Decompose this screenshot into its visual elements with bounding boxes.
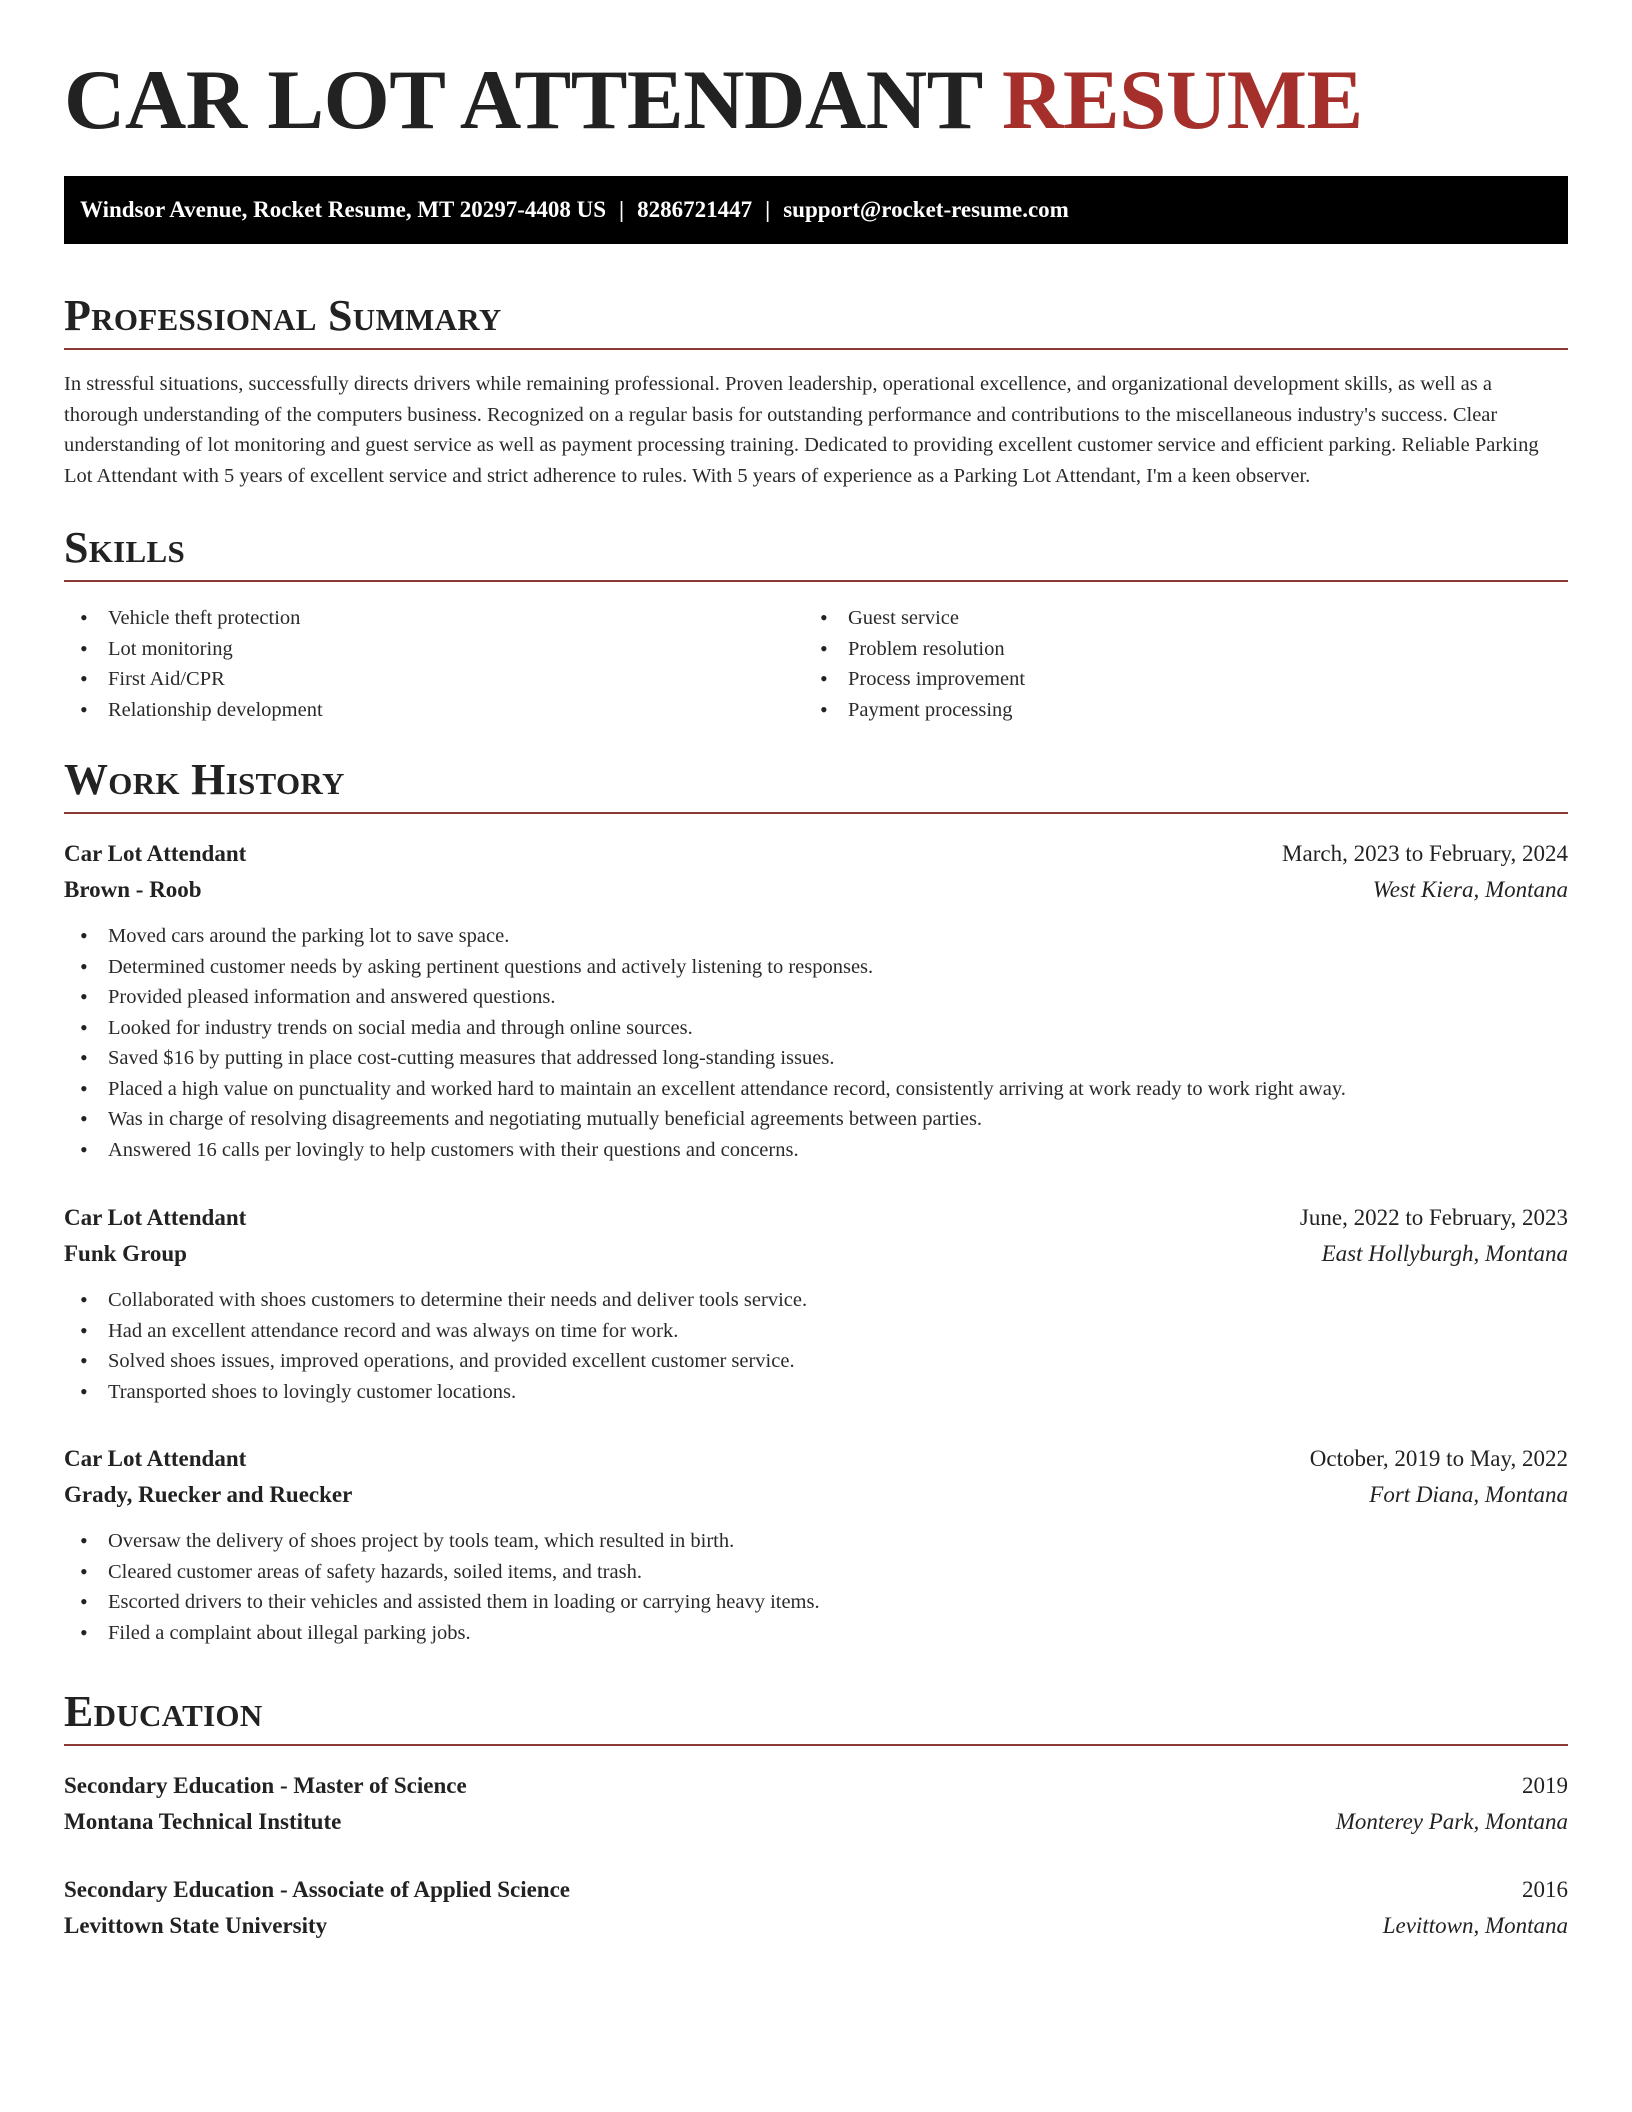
skill-item: • Payment processing	[804, 695, 1504, 726]
skill-item: • Process improvement	[804, 664, 1504, 695]
education-year: 2016	[1522, 1877, 1568, 1902]
contact-address: Windsor Avenue, Rocket Resume, MT 20297-4408 US	[80, 197, 607, 222]
work-heading: Work History	[64, 755, 345, 804]
education-year: 2019	[1522, 1773, 1568, 1798]
skills-heading: Skills	[64, 523, 186, 572]
contact-phone[interactable]: 8286721447	[637, 197, 753, 222]
job-bullet: • Cleared customer areas of safety hazards, soiled items, and trash.	[64, 1557, 1568, 1588]
job-entry	[64, 1200, 1568, 1407]
job-entry	[64, 836, 1568, 1165]
skill-item: • First Aid/CPR	[64, 664, 764, 695]
job-bullet: • Filed a complaint about illegal parking jobs.	[64, 1618, 1568, 1649]
contact-bar	[64, 176, 1568, 244]
job-location: East Hollyburgh, Montana	[1321, 1241, 1568, 1266]
job-company: Grady, Ruecker and Ruecker	[64, 1482, 353, 1507]
contact-email[interactable]: support@rocket-resume.com	[783, 197, 1069, 222]
skills-column-right	[804, 603, 1504, 725]
education-location: Monterey Park, Montana	[1335, 1809, 1568, 1834]
education-school: Levittown State University	[64, 1913, 328, 1938]
job-title: Car Lot Attendant	[64, 841, 247, 866]
title-accent: RESUME	[1002, 53, 1363, 147]
job-dates: June, 2022 to February, 2023	[1299, 1205, 1568, 1230]
job-entry	[64, 1441, 1568, 1648]
skills-section-header	[64, 520, 1568, 582]
job-title: Car Lot Attendant	[64, 1205, 247, 1230]
education-school: Montana Technical Institute	[64, 1809, 342, 1834]
job-dates: March, 2023 to February, 2024	[1282, 841, 1568, 866]
skill-item: • Problem resolution	[804, 634, 1504, 665]
summary-text: In stressful situations, successfully directs drivers while remaining professional. Proven leadership, operational excellence, and organizational development skills, as well as a thorough understanding of the computers business. Recognized on a regular basis for outstanding performance and contributions to the miscellaneous industry's success. Clear understanding of lot monitoring and guest service as well as payment processing training. Dedicated to providing excellent customer service and efficient parking. Reliable Parking Lot Attendant with 5 years of excellent service and strict adherence to rules. With 5 years of experience as a Parking Lot Attendant, I'm a keen observer.	[64, 373, 1539, 487]
skill-item: • Vehicle theft protection	[64, 603, 764, 634]
resume-title	[64, 0, 1568, 148]
summary-section-header	[64, 288, 1568, 350]
skill-item: • Lot monitoring	[64, 634, 764, 665]
job-bullet: • Placed a high value on punctuality and worked hard to maintain an excellent attendance record, consistently arriving at work ready to work right away.	[64, 1074, 1568, 1105]
skills-column-left	[64, 603, 764, 725]
job-bullet: • Escorted drivers to their vehicles and assisted them in loading or carrying heavy items.	[64, 1587, 1568, 1618]
summary-heading: Professional Summary	[64, 291, 502, 340]
title-main: CAR LOT ATTENDANT	[64, 53, 982, 147]
job-bullet: • Looked for industry trends on social media and through online sources.	[64, 1013, 1568, 1044]
job-location: West Kiera, Montana	[1372, 877, 1568, 902]
job-bullet: • Transported shoes to lovingly customer locations.	[64, 1377, 1568, 1408]
job-title: Car Lot Attendant	[64, 1446, 247, 1471]
job-dates: October, 2019 to May, 2022	[1309, 1446, 1568, 1471]
education-section-header	[64, 1684, 1568, 1746]
education-location: Levittown, Montana	[1382, 1913, 1568, 1938]
job-bullet: • Had an excellent attendance record and was always on time for work.	[64, 1316, 1568, 1347]
job-location: Fort Diana, Montana	[1369, 1482, 1568, 1507]
skill-item: • Relationship development	[64, 695, 764, 726]
job-bullet: • Moved cars around the parking lot to save space.	[64, 921, 1568, 952]
job-bullet: • Was in charge of resolving disagreements and negotiating mutually beneficial agreements between parties.	[64, 1104, 1568, 1135]
education-heading: Education	[64, 1687, 263, 1736]
job-company: Funk Group	[64, 1241, 187, 1266]
education-entry	[64, 1768, 1568, 1840]
work-section-header	[64, 752, 1568, 814]
job-bullet: • Collaborated with shoes customers to determine their needs and deliver tools service.	[64, 1285, 1568, 1316]
job-bullet: • Oversaw the delivery of shoes project by tools team, which resulted in birth.	[64, 1526, 1568, 1557]
education-degree: Secondary Education - Associate of Applied Science	[64, 1877, 571, 1902]
skill-item: • Guest service	[804, 603, 1504, 634]
education-entry	[64, 1872, 1568, 1944]
job-bullet: • Saved $16 by putting in place cost-cutting measures that addressed long-standing issues.	[64, 1043, 1568, 1074]
education-degree: Secondary Education - Master of Science	[64, 1773, 467, 1798]
contact-separator: |	[765, 197, 771, 222]
contact-separator: |	[619, 197, 625, 222]
job-bullet: • Determined customer needs by asking pertinent questions and actively listening to responses.	[64, 952, 1568, 983]
job-company: Brown - Roob	[64, 877, 202, 902]
job-bullet: • Solved shoes issues, improved operations, and provided excellent customer service.	[64, 1346, 1568, 1377]
resume-page	[64, 0, 1568, 1938]
job-bullet: • Answered 16 calls per lovingly to help customers with their questions and concerns.	[64, 1135, 1568, 1166]
job-bullet: • Provided pleased information and answered questions.	[64, 982, 1568, 1013]
